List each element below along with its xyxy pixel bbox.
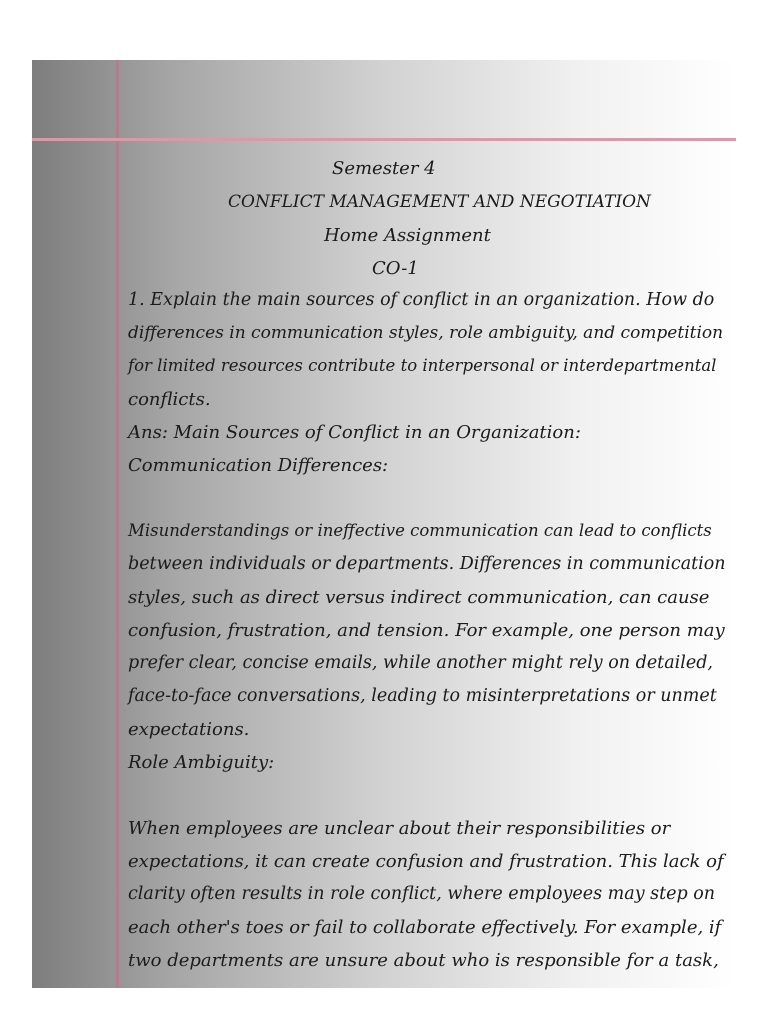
paragraph-line: two departments are unsure about who is responsible for a task, — [128, 950, 719, 971]
paragraph-line: expectations. — [128, 719, 250, 740]
section-heading-communication: Communication Differences: — [128, 455, 389, 476]
margin-line — [116, 60, 119, 988]
course-title: CONFLICT MANAGEMENT AND NEGOTIATION — [228, 192, 651, 212]
answer-intro: Ans: Main Sources of Conflict in an Organization: — [128, 422, 581, 443]
paragraph-line: each other's toes or fail to collaborate effectively. For example, if — [128, 917, 722, 938]
assignment-code: CO-1 — [372, 258, 419, 279]
notebook-page — [32, 60, 736, 988]
paragraph-line: styles, such as direct versus indirect communication, can cause — [128, 587, 710, 608]
paragraph-line: prefer clear, concise emails, while another might rely on detailed, — [128, 653, 713, 673]
assignment-title: Home Assignment — [324, 225, 491, 246]
question-line: 1. Explain the main sources of conflict in an organization. How do — [128, 290, 715, 310]
paragraph-line: expectations, it can create confusion and frustration. This lack of — [128, 851, 724, 872]
paragraph-line: clarity often results in role conflict, where employees may step on — [128, 884, 716, 904]
section-heading-role-ambiguity: Role Ambiguity: — [128, 752, 275, 773]
paragraph-line: Misunderstandings or ineffective communication can lead to conflicts — [128, 521, 712, 540]
paragraph-line: face-to-face conversations, leading to misinterpretations or unmet — [128, 686, 717, 706]
question-line: conflicts. — [128, 389, 211, 410]
paragraph-line: between individuals or departments. Differences in communication — [128, 554, 726, 574]
paragraph-line: confusion, frustration, and tension. For example, one person may — [128, 620, 725, 641]
paragraph-line: When employees are unclear about their responsibilities or — [128, 818, 671, 839]
semester-label: Semester 4 — [332, 158, 436, 179]
question-line: for limited resources contribute to interpersonal or interdepartmental — [128, 356, 717, 375]
header-rule — [32, 138, 736, 141]
question-line: differences in communication styles, role ambiguity, and competition — [128, 323, 724, 343]
